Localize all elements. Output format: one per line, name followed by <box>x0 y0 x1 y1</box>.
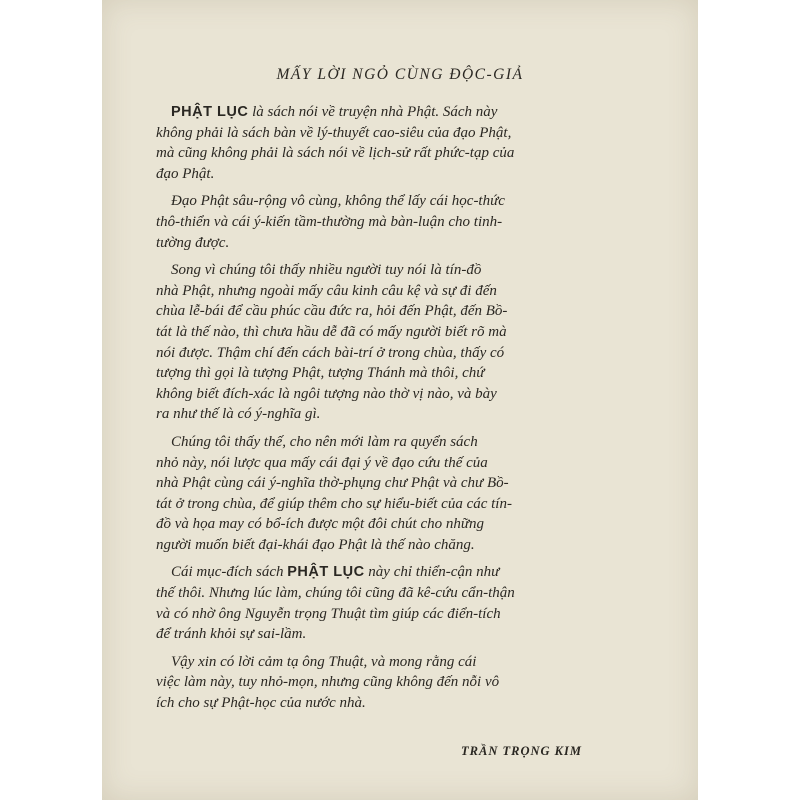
paragraph-6 <box>156 652 634 714</box>
text-line: đạo Phật. <box>156 165 215 182</box>
paragraph-5 <box>156 562 634 644</box>
text-line: Vậy xin có lời cảm tạ ông Thuật, và mong rằng cái <box>171 653 477 670</box>
text-line: không phải là sách bàn về lý-thuyết cao-siêu của đạo Phật, <box>156 124 512 141</box>
paragraph-3 <box>156 260 634 425</box>
text-line: nói được. Thậm chí đến cách bài-trí ở trong chùa, thấy có <box>156 344 505 361</box>
text-line: đồ và họa may có bổ-ích được một đôi chút cho những <box>156 516 485 533</box>
text-line: ra như thế là có ý-nghĩa gì. <box>156 406 321 423</box>
text-line: thế thôi. Nhưng lúc làm, chúng tôi cũng đã kê-cứu cẩn-thận <box>156 585 515 602</box>
page-heading: MẤY LỜI NGỎ CÙNG ĐỘC-GIẢ <box>276 66 524 83</box>
text-line: nhà Phật cùng cái ý-nghĩa thờ-phụng chư Phật và chư Bồ- <box>156 475 509 492</box>
text-line: không biết đích-xác là ngôi tượng nào thờ vị nào, và bày <box>156 385 497 402</box>
text-line: và có nhờ ông Nguyễn trọng Thuật tìm giúp các điển-tích <box>156 605 501 622</box>
author-signature: TRẦN TRỌNG KIM <box>461 744 582 758</box>
paragraph-4 <box>156 432 634 556</box>
book-title: PHẬT LỤC <box>171 104 249 120</box>
text-line: tường được. <box>156 234 230 251</box>
text-line: Chúng tôi thấy thế, cho nên mới làm ra quyển sách <box>171 433 478 450</box>
text-line: PHẬT LỤC là sách nói về truyện nhà Phật. Sách này <box>171 104 498 120</box>
text-line: nhà Phật, nhưng ngoài mấy câu kinh câu kệ và sự đi đến <box>156 282 497 299</box>
text-line: người muốn biết đại-khái đạo Phật là thế nào chăng. <box>156 536 475 553</box>
text-line: để tránh khỏi sự sai-lầm. <box>156 626 307 643</box>
text-line: Song vì chúng tôi thấy nhiều người tuy nói là tín-đồ <box>171 262 482 279</box>
preface-body <box>156 102 634 721</box>
text-line: tát là thế nào, thì chưa hầu dễ đã có mấy người biết rõ mà <box>156 323 507 340</box>
paragraph-2 <box>156 191 634 253</box>
text-line: thô-thiển và cái ý-kiến tầm-thường mà bàn-luận cho tinh- <box>156 213 503 230</box>
text-line: nhỏ này, nói lược qua mấy cái đại ý về đạo cứu thế của <box>156 454 488 471</box>
text-line: Đạo Phật sâu-rộng vô cùng, không thể lấy cái học-thức <box>171 193 505 210</box>
text-line: tát ở trong chùa, để giúp thêm cho sự hiểu-biết của các tín- <box>156 495 512 512</box>
text-line: Cái mục-đích sách PHẬT LỤC này chỉ thiển-cận như <box>171 564 500 581</box>
paragraph-1 <box>156 102 634 184</box>
text-line: tượng thì gọi là tượng Phật, tượng Thánh mà thôi, chứ <box>156 365 485 382</box>
text-line: việc làm này, tuy nhỏ-mọn, nhưng cũng không đến nỗi vô <box>156 674 500 691</box>
text-line: mà cũng không phải là sách nói về lịch-sử rất phức-tạp của <box>156 145 515 162</box>
text-line: ích cho sự Phật-học của nước nhà. <box>156 695 366 712</box>
text-line: chùa lễ-bái để cầu phúc cầu đức ra, hỏi đến Phật, đến Bồ- <box>156 303 508 320</box>
book-title: PHẬT LỤC <box>287 564 365 581</box>
book-page <box>102 0 698 800</box>
